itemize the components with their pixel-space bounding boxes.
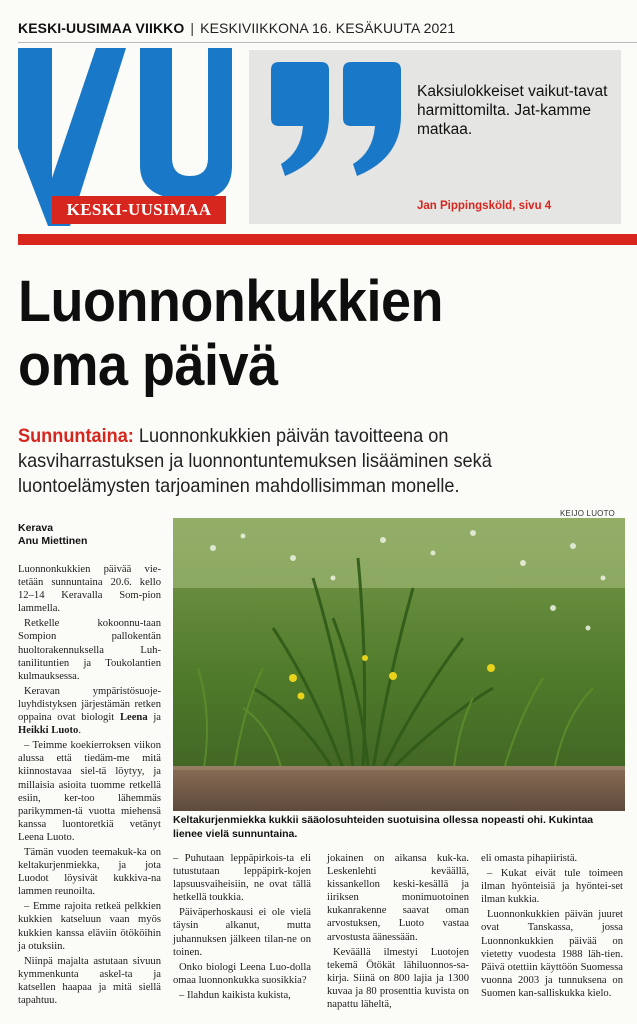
paragraph: Luonnonkukkien päivää vie-tetään sunnuntaina 20.6. kello 12–14 Keravalla Som-pion lammella.	[18, 564, 161, 615]
name-heikki: Heikki Luoto	[18, 725, 79, 737]
photo-caption: Keltakurjenmiekka kukkii sääolosuhteiden suotuisina ollessa nopeasti ohi. Kukintaa lienee vielä sunnuntaina.	[173, 814, 594, 840]
issue-date: KESKIVIIKKONA 16. KESÄKUUTA 2021	[200, 20, 456, 36]
photo-credit: KEIJO LUOTO	[560, 509, 615, 518]
section-red-bar	[18, 234, 637, 245]
text-run: Keravan ympäristösuoje-luyhdistyksen järjestämän retken oppaina ovat biologit	[18, 685, 161, 724]
paragraph: – Teimme koekierroksen viikon alussa että tiedäm-me mitä kiinnostavaa siel-tä löytyy, ja millaisia asioita tuomme retkellä esiin, ker-too lähemmäs parikymmen-tä vuotta miehensä kanssa luontoretkiä vetänyt Leena Luoto.	[18, 740, 161, 843]
paragraph: eli omasta pihapiiristä.	[481, 853, 578, 864]
article-photo	[173, 518, 625, 811]
byline-author: Anu Miettinen	[18, 535, 88, 547]
byline-place: Kerava	[18, 522, 54, 534]
lead-label: Sunnuntaina:	[18, 425, 134, 447]
iris-photo-image	[173, 518, 625, 811]
body-column-1	[18, 563, 161, 1009]
name-leena: Leena	[119, 712, 148, 724]
quote-box	[249, 50, 621, 224]
text-run: .	[78, 725, 81, 737]
paragraph: Keväällä ilmestyi Luotojen tekemä Ötökät lähiluonnos-sa- kirja. Siinä on 800 lajia ja 1300 kuvaa ja 80 prosenttia kuvista on napattu läheltä,	[327, 946, 469, 1011]
byline	[18, 522, 87, 548]
quote-source: Jan Pippingsköld, sivu 4	[417, 200, 552, 212]
lead-text: Luonnonkukkien päivän tavoitteena on kasviharrastuksen ja luonnontuntemuksen lisääminen sekä luontoelämysten tarjoaminen mahdollisimman monelle.	[18, 425, 492, 497]
text-run: ja	[147, 712, 162, 724]
paragraph: Onko biologi Leena Luo-dolla omaa luonnonkukka suosikkia?	[173, 961, 311, 986]
paragraph: Luonnonkukkien päivän juuret ovat Tanskassa, jossa Luonnonkukkien päivää on vietetty vuodesta 1988 läh-tien. Päivä otettiin käyttöön Suomessa vuonna 2003 ja tunnuksena on Suomen kan-salliskukka kielo.	[481, 909, 623, 999]
paragraph: – Kukat eivät tule toimeen ilman hyönteisiä ja hyöntei-set ilman kukkia.	[481, 868, 623, 906]
paragraph: Päiväperhoskausi ei ole vielä täysin alkanut, mutta juhannuksen jälkeen tilan-ne on toinen.	[173, 907, 311, 958]
paragraph: Tämän vuoden teemakuk-ka on keltakurjenmiekka, ja jota Luodot löysivät kukkiva-na lammen reunoilta.	[18, 846, 161, 898]
body-column-3	[327, 852, 469, 1013]
header-rule	[18, 42, 637, 43]
paragraph: – Puhutaan leppäpirkois-ta eli tutustutaan leppäpirk-kojen lapsuusvaiheisiin, ne ovat tällä hetkellä toukkia.	[173, 853, 311, 904]
paragraph: jokainen on aikansa kuk-ka. Leskenlehti keväällä, kissankellon keski-kesällä ja iiriksen monimuotoinen kukanrakenne saavat oman arvostuksen, Luoto vastaa arvostusta äänessään.	[327, 853, 469, 943]
body-column-2	[173, 852, 311, 1004]
paragraph: – Ilahdun kaikista kukista,	[179, 989, 291, 1001]
body-column-4	[481, 852, 623, 1002]
article-lead	[18, 424, 582, 499]
paragraph: Niinpä majalta astutaan sivuun kymmenkunta askel-ta ja katsellen haapaa ja mitä siellä tapahtuu.	[18, 955, 161, 1006]
headline-line-2: oma päivä	[18, 333, 278, 398]
paragraph	[18, 685, 161, 737]
paragraph: Retkelle kokoonnu-taan Sompion pallokentän huoltorakennuksella Luh-tanilituntien ja Toukolantien kulmauksessa.	[18, 618, 161, 682]
quote-mark-icon	[263, 60, 409, 180]
logo-tag: KESKI-UUSIMAA	[52, 196, 226, 224]
headline-line-1: Luonnonkukkien	[18, 269, 444, 334]
quote-text: Kaksiulokkeiset vaikut-tavat harmittomilta. Jat-kamme matkaa.	[417, 83, 608, 138]
header-line	[18, 20, 618, 40]
header-separator: |	[190, 20, 195, 36]
article-headline	[18, 270, 585, 398]
paper-name: KESKI-UUSIMAA VIIKKO	[18, 20, 185, 36]
paragraph: – Emme rajoita retkeä pelkkien kukkien katseluun vaan myös kukkien kanssa eläviin ötököihin ja otuksiin.	[18, 901, 161, 952]
